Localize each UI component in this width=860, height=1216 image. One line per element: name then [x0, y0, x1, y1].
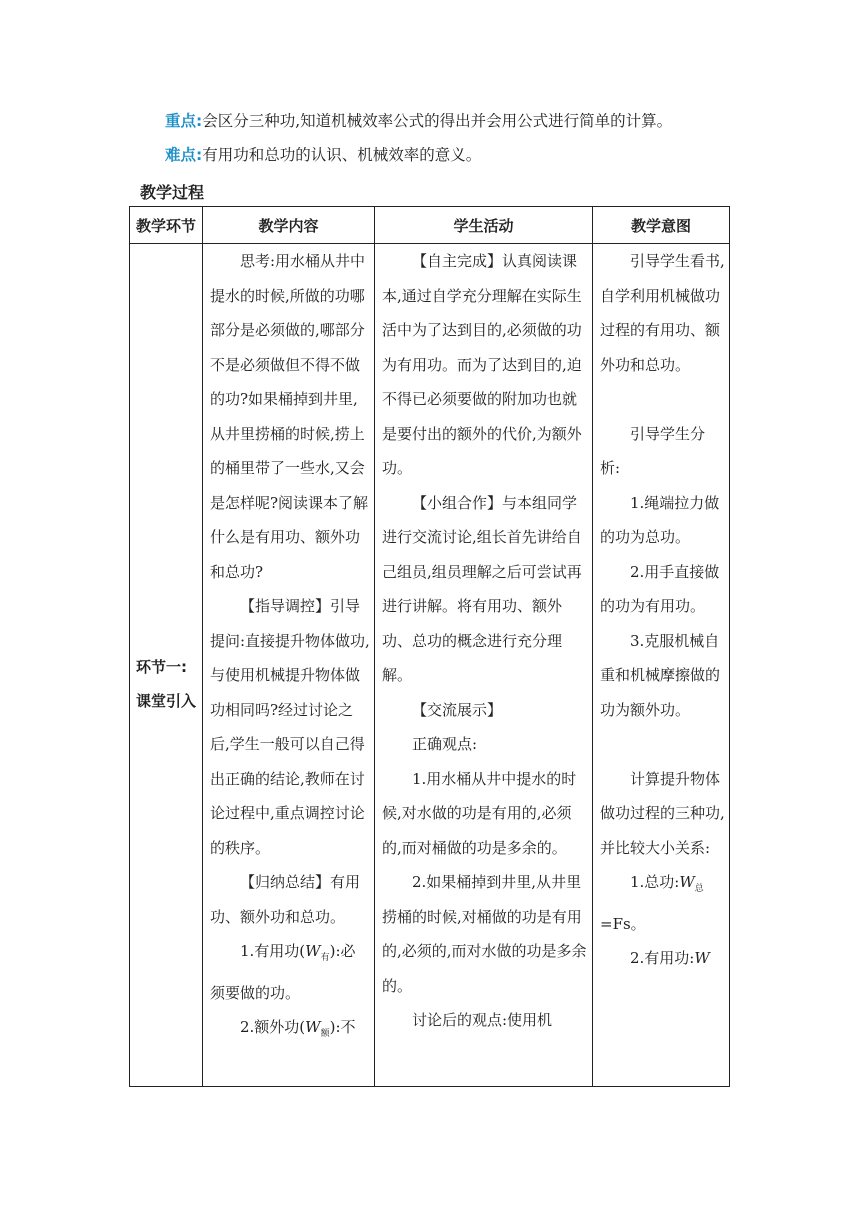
intent-paragraph: 计算提升物体做功过程的三种功,并比较大小关系: — [600, 769, 725, 857]
intent-paragraph: 2.有用功:W — [630, 949, 710, 967]
header-content: 教学内容 — [203, 207, 375, 244]
content-paragraph: 2.额外功$(W_额)$:不 — [240, 1018, 356, 1039]
table-row — [130, 244, 730, 1087]
activity-paragraph: 讨论后的观点:使用机 — [412, 1011, 553, 1029]
difficulty-line — [165, 145, 481, 165]
activity-paragraph: 1.用水桶从井中提水的时候,对水做的功是有用的,必须的,而对桶做的功是多余的。 — [382, 769, 577, 857]
activity-paragraph: 正确观点: — [412, 735, 478, 753]
content-paragraph: 【指导调控】引导提问:直接提升物体做功,与使用机械提升物体做功相同吗?经过讨论之后,学生一般可以自己得出正确的结论,教师在讨论过程中,重点调控讨论的秩序。 — [210, 597, 370, 857]
content-paragraph: 思考:用水桶从井中提水的时候,所做的功哪部分是必须做的,哪部分不是必须做但不得不做的功?如果桶掉到井里,从井里捞桶的时候,捞上的桶里带了一些水,又会是怎样呢?阅读课本了解什么是有用功、额外功和总功? — [210, 252, 369, 581]
activity-paragraph: 【交流展示】 — [412, 700, 503, 719]
header-activity: 学生活动 — [375, 207, 593, 244]
activity-cell — [375, 244, 593, 1087]
intent-paragraph: 引导学生分析: — [600, 424, 706, 477]
intent-paragraph: 1.总功$:W_总=Fs$。 — [600, 873, 704, 933]
intent-paragraph: 1.绳端拉力做的功为总功。 — [600, 493, 720, 546]
content-paragraph: 【归纳总结】有用功、额外功和总功。 — [210, 873, 361, 926]
stage-cell — [130, 244, 203, 1087]
header-intent: 教学意图 — [593, 207, 730, 244]
intent-paragraph: 3.克服机械自重和机械摩擦做的功为额外功。 — [600, 631, 721, 719]
table-header-row — [130, 207, 730, 244]
intent-paragraph: 引导学生看书,自学利用机械做功过程的有用功、额外功和总功。 — [600, 252, 725, 374]
difficulty-text: 有用功和总功的认识、机械效率的意义。 — [202, 146, 482, 164]
intent-paragraph: 2.用手直接做的功为有用功。 — [600, 562, 720, 615]
content-paragraph: 1.有用功$(W_有)$:必须要做的功。 — [210, 942, 356, 1002]
key-point-label: 重点: — [165, 112, 203, 130]
activity-paragraph: 【自主完成】认真阅读课本,通过自学充分理解在实际生活中为了达到目的,必须做的功为有用功。而为了达到目的,迫不得已必须要做的附加功也就是要付出的额外的代价,为额外功。 — [382, 252, 582, 477]
content-cell — [203, 244, 375, 1087]
key-point-text: 会区分三种功,知道机械效率公式的得出并会用公式进行简单的计算。 — [202, 112, 673, 130]
section-title: 教学过程 — [140, 183, 205, 202]
key-point-line — [165, 111, 672, 131]
activity-paragraph: 2.如果桶掉到井里,从井里捞桶的时候,对桶做的功是有用的,必须的,而对水做的功是多余的。 — [382, 873, 587, 995]
stage-label: 环节一:课堂引入 — [136, 658, 197, 710]
intent-cell — [593, 244, 730, 1087]
difficulty-label: 难点: — [165, 146, 203, 164]
lesson-table — [129, 206, 730, 1087]
activity-paragraph: 【小组合作】与本组同学进行交流讨论,组长首先讲给自己组员,组员理解之后可尝试再进行讲解。将有用功、额外功、总功的概念进行充分理解。 — [382, 493, 582, 684]
header-stage: 教学环节 — [130, 207, 203, 244]
